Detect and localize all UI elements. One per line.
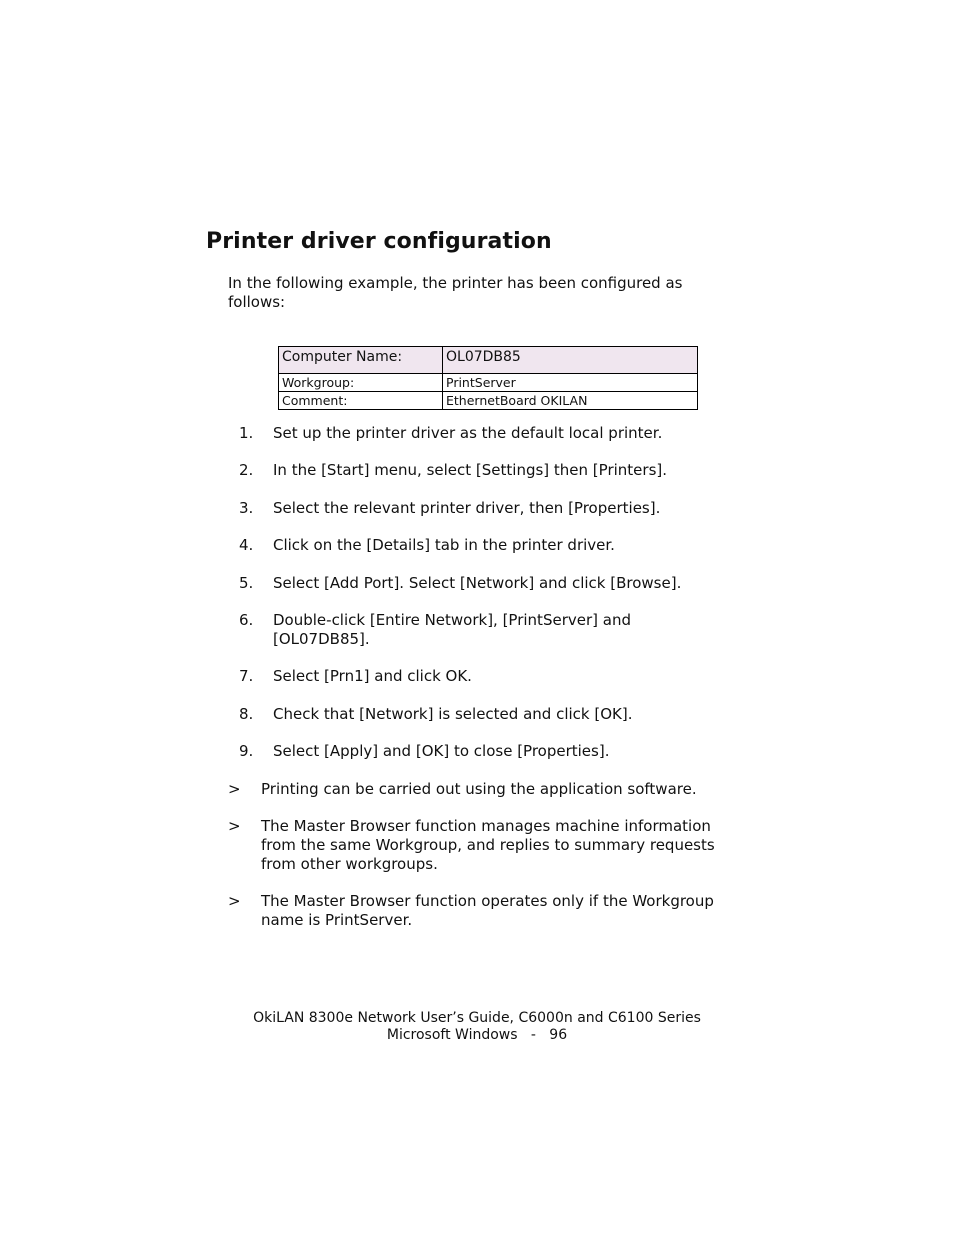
- note-text: Printing can be carried out using the application software.: [261, 780, 697, 798]
- note-marker: >: [228, 892, 241, 910]
- table-row: [279, 347, 698, 374]
- step-number: 8.: [239, 705, 254, 723]
- step-number: 2.: [239, 461, 254, 479]
- footer-page-info: Microsoft Windows - 96: [386, 1027, 568, 1043]
- step-text: Check that [Network] is selected and click [OK].: [273, 705, 633, 723]
- note-marker: >: [228, 817, 241, 835]
- computer-name-label: Computer Name:: [279, 347, 443, 374]
- note-marker: >: [228, 780, 241, 798]
- comment-label: Comment:: [279, 392, 443, 410]
- table-row: [279, 374, 698, 392]
- step-text: Click on the [Details] tab in the printer driver.: [273, 536, 615, 554]
- workgroup-label: Workgroup:: [279, 374, 443, 392]
- note-text: The Master Browser function operates only if the Workgroup name is PrintServer.: [261, 892, 714, 929]
- config-table: [278, 346, 698, 410]
- step-number: 1.: [239, 424, 254, 442]
- page-title: Printer driver configuration: [206, 229, 552, 254]
- step-number: 7.: [239, 667, 254, 685]
- step-text: Select [Apply] and [OK] to close [Properties].: [273, 742, 610, 760]
- step-text: Select [Add Port]. Select [Network] and click [Browse].: [273, 574, 682, 592]
- step-number: 9.: [239, 742, 254, 760]
- computer-name-value: OL07DB85: [443, 347, 698, 374]
- step-number: 3.: [239, 499, 254, 517]
- step-text: Select the relevant printer driver, then [Properties].: [273, 499, 661, 517]
- step-text: Select [Prn1] and click OK.: [273, 667, 472, 685]
- step-text: In the [Start] menu, select [Settings] then [Printers].: [273, 461, 667, 479]
- intro-paragraph: In the following example, the printer has been configured as follows:: [228, 274, 683, 311]
- workgroup-value: PrintServer: [443, 374, 698, 392]
- step-text: Set up the printer driver as the default local printer.: [273, 424, 663, 442]
- step-number: 5.: [239, 574, 254, 592]
- note-text: The Master Browser function manages machine information from the same Workgroup, and replies to summary requests from other workgroups.: [261, 817, 715, 873]
- step-number: 4.: [239, 536, 254, 554]
- step-number: 6.: [239, 611, 254, 629]
- table-row: [279, 392, 698, 410]
- footer-guide-title: OkiLAN 8300e Network User’s Guide, C6000n and C6100 Series: [253, 1010, 701, 1026]
- step-text: Double-click [Entire Network], [PrintServer] and [OL07DB85].: [273, 611, 631, 648]
- comment-value: EthernetBoard OKILAN: [443, 392, 698, 410]
